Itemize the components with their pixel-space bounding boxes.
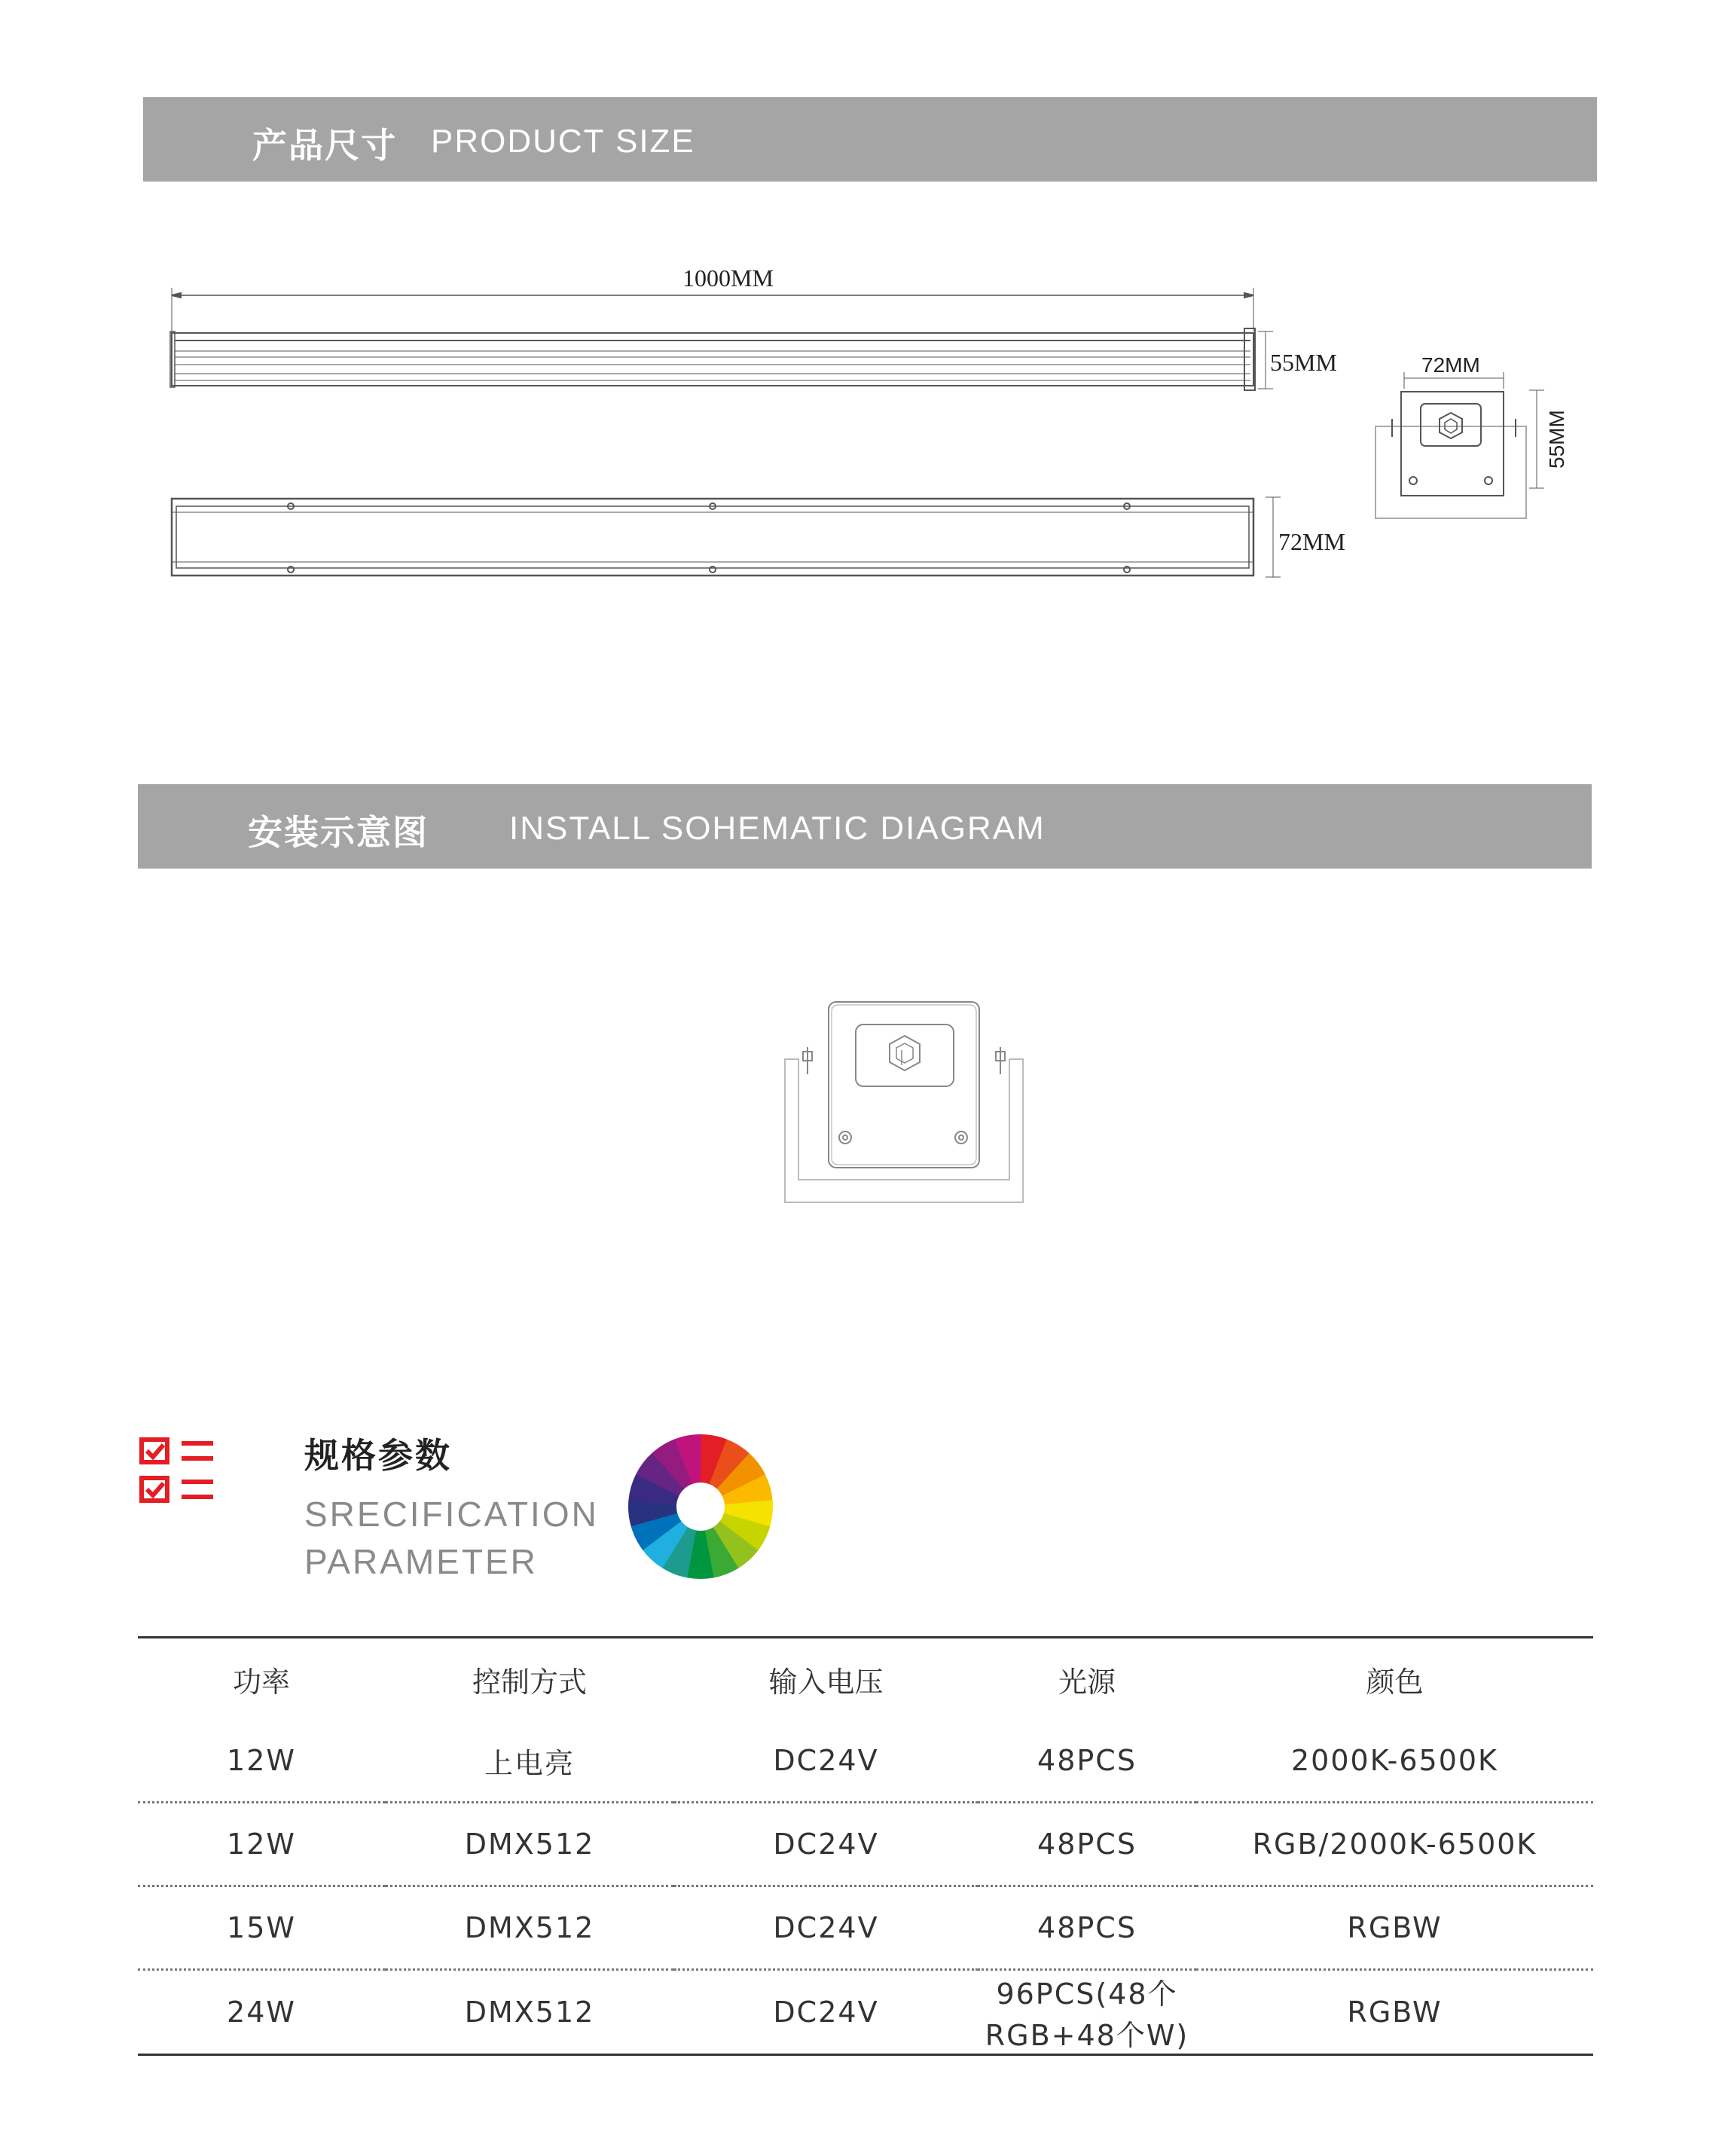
cell-voltage: DC24V <box>773 1744 879 1777</box>
end-view-height-label: 55MM <box>1545 410 1568 469</box>
install-schematic-diagram <box>776 994 1032 1213</box>
header-color: 颜色 <box>1366 1665 1424 1699</box>
cell-control: DMX512 <box>385 1970 674 2055</box>
header-light-source: 光源 <box>1058 1665 1116 1699</box>
cell-color: RGB/2000K-6500K <box>1196 1803 1593 1886</box>
table-row <box>138 1803 1593 1886</box>
cell-voltage: DC24V <box>674 1970 978 2055</box>
checklist-icon <box>138 1436 221 1508</box>
table-row <box>138 1970 1593 2055</box>
cell-light-source: 48PCS <box>1037 1744 1137 1777</box>
cell-color: 2000K-6500K <box>1291 1744 1498 1777</box>
header-power: 功率 <box>232 1665 290 1699</box>
cell-voltage: DC24V <box>674 1803 978 1886</box>
section-title-zh: 产品尺寸 <box>252 125 397 166</box>
dimension-width-label: 72MM <box>1278 528 1345 555</box>
spec-title-en-line1: SRECIFICATION <box>304 1495 599 1534</box>
dimension-height-label: 55MM <box>1270 349 1337 376</box>
cell-control: DMX512 <box>385 1886 674 1970</box>
cell-power: 15W <box>138 1886 385 1970</box>
dimension-length-label: 1000MM <box>682 264 774 292</box>
cell-light-source: 96PCS(48个RGB+48个W) <box>978 1970 1196 2055</box>
cell-power: 24W <box>138 1970 385 2055</box>
table-row <box>138 1720 1593 1803</box>
end-view-width-label: 72MM <box>1421 353 1480 377</box>
header-voltage: 输入电压 <box>768 1665 884 1699</box>
section-title-en: INSTALL SOHEMATIC DIAGRAM <box>509 810 1046 847</box>
section-title-en: PRODUCT SIZE <box>431 123 695 160</box>
header-control: 控制方式 <box>472 1665 587 1699</box>
cell-control: 上电亮 <box>484 1746 575 1780</box>
cell-light-source: 48PCS <box>978 1886 1196 1970</box>
spec-title-zh: 规格参数 <box>304 1435 452 1476</box>
cell-color: RGBW <box>1196 1970 1593 2055</box>
section-header-install-diagram <box>138 784 1592 869</box>
section-title-zh: 安装示意图 <box>248 812 429 853</box>
cell-color: RGBW <box>1196 1886 1593 1970</box>
spec-title-en-line2: PARAMETER <box>304 1542 538 1581</box>
product-size-drawing <box>0 0 1722 678</box>
color-wheel-icon <box>627 1433 774 1580</box>
cell-control: DMX512 <box>385 1803 674 1886</box>
cell-light-source: 48PCS <box>978 1803 1196 1886</box>
spec-table <box>138 1636 1593 2056</box>
cell-power: 12W <box>138 1803 385 1886</box>
cell-power: 12W <box>227 1744 296 1777</box>
table-row <box>138 1886 1593 1970</box>
table-header-row <box>138 1638 1593 1721</box>
cell-voltage: DC24V <box>674 1886 978 1970</box>
